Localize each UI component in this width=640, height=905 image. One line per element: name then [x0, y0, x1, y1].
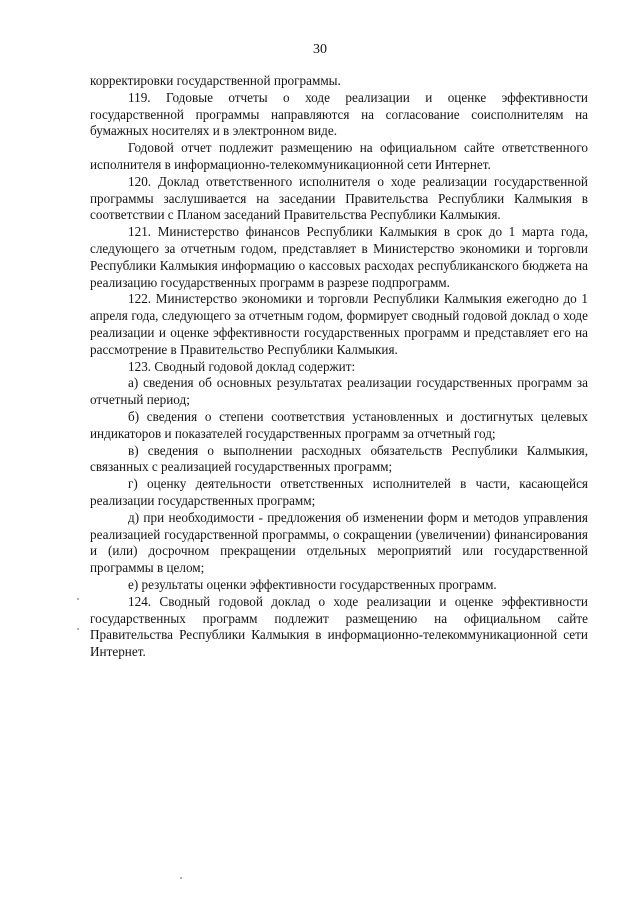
- paragraph-continuation: корректировки государственной программы.: [90, 73, 341, 88]
- paragraph-119: 119. Годовые отчеты о ходе реализации и оценке эффективности государственной программы направляются на согласование соисполнителям на бумажных носителях и в электронном виде.: [90, 89, 588, 139]
- paragraph-119-annual-report: Годовой отчет подлежит размещению на официальном сайте ответственного исполнителя в информационно-телекоммуникационной сети Интернет.: [90, 140, 588, 172]
- paragraph-122: 122. Министерство экономики и торговли Республики Калмыкия ежегодно до 1 апреля года, следующего за отчетным годом, формирует сводный годовой доклад о ходе реализации и оценке эффективности государственных программ и представляет его на рассмотрение в Правительство Республики Калмыкия.: [90, 291, 588, 357]
- paragraph-120: 120. Доклад ответственного исполнителя о ходе реализации государственной программы заслушивается на заседании Правительства Республики Калмыкия в соответствии с Планом заседаний Правительства Республики Калмыкия.: [90, 173, 588, 223]
- list-item-e: е) результаты оценки эффективности государственных программ.: [128, 576, 497, 592]
- list-item-b: б) сведения о степени соответствия установленных и достигнутых целевых индикаторов и показателей государственных программ за отчетный год;: [90, 408, 588, 441]
- list-item-d: д) при необходимости - предложения об изменении форм и методов управления реализацией государственной программы, о сокращении (увеличении) финансирования и (или) досрочном прекращении отдельных мероприятий или государственной программы в целом;: [90, 509, 588, 576]
- paragraph-124: 124. Сводный годовой доклад о ходе реализации и оценке эффективности государственных программ подлежит размещению на официальном сайте Правительства Республики Калмыкия в информационно-телекоммуникационной сети Интернет.: [90, 593, 588, 660]
- list-item-g: г) оценку деятельности ответственных исполнителей в части, касающейся реализации государственных программ;: [90, 476, 588, 508]
- list-item-a: а) сведения об основных результатах реализации государственных программ за отчетный период;: [90, 375, 588, 408]
- scan-artifact: [180, 877, 182, 879]
- paragraph-121: 121. Министерство финансов Республики Калмыкия в срок до 1 марта года, следующего за отчетным годом, представляет в Министерство экономики и торговли Республики Калмыкия информацию о кассовых расходах республиканского бюджета на реализацию государственных программ в разрезе подпрограмм.: [90, 224, 588, 290]
- scan-artifact: [77, 598, 79, 600]
- paragraph-123: 123. Сводный годовой доклад содержит:: [128, 358, 356, 374]
- document-body: [90, 73, 588, 661]
- list-item-v: в) сведения о выполнении расходных обязательств Республики Калмыкия, связанных с реализацией государственных программ;: [90, 442, 588, 475]
- scan-artifact: [77, 628, 79, 630]
- page-number: 30: [313, 42, 327, 57]
